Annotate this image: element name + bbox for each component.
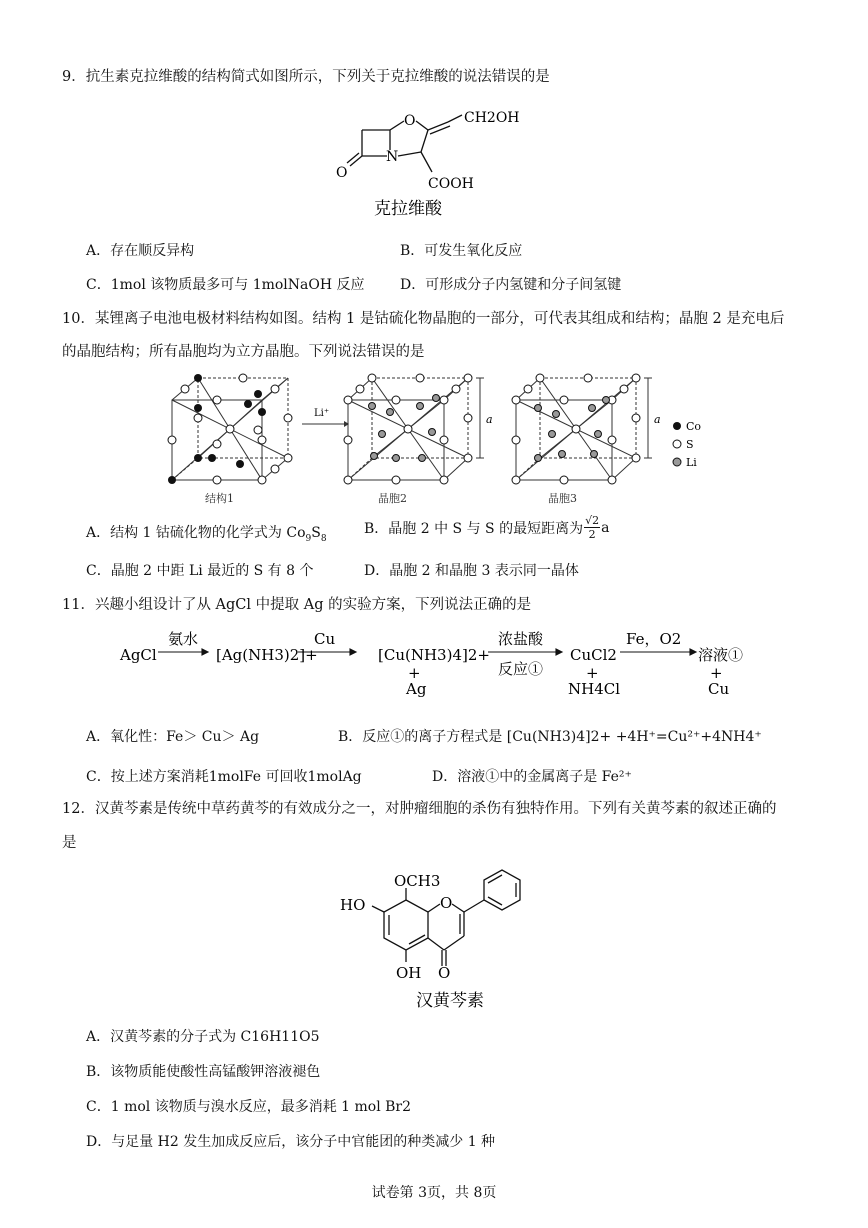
q9-atom-o-ring: O bbox=[404, 113, 416, 129]
q12-atom-o-ring: O bbox=[440, 894, 453, 912]
q9-group-cooh: COOH bbox=[428, 176, 474, 192]
q10-cell-2 bbox=[340, 372, 500, 490]
q9-option-a: A．存在顺反异构 bbox=[86, 243, 195, 259]
q11-reagent-hcl: 浓盐酸 bbox=[498, 630, 544, 648]
q11-option-b: B．反应①的离子方程式是 [Cu(NH3)4]2+ +4H⁺=Cu²⁺+4NH4⁺ bbox=[338, 729, 762, 745]
q11-solution-1: 溶液① bbox=[698, 646, 744, 664]
q10-label-cell-3: 晶胞3 bbox=[548, 492, 577, 505]
q11-reagent-fe-o2: Fe，O2 bbox=[626, 630, 682, 648]
q10-arrow-label: Li⁺ bbox=[314, 408, 330, 419]
q12-stem-line1: 12．汉黄芩素是传统中草药黄芩的有效成分之一，对肿瘤细胞的杀伤有独特作用。下列有关黄芩素的叙述正确的 bbox=[62, 801, 777, 817]
q9-stem: 9．抗生素克拉维酸的结构简式如图所示，下列关于克拉维酸的说法错误的是 bbox=[62, 69, 550, 85]
q12-option-b: B．该物质能使酸性高锰酸钾溶液褪色 bbox=[86, 1064, 321, 1080]
q11-plus-3: + bbox=[710, 664, 723, 682]
q11-reaction-1-label: 反应① bbox=[498, 660, 544, 678]
q9-option-b: B．可发生氧化反应 bbox=[400, 243, 523, 259]
q11-plus-2: + bbox=[586, 664, 599, 682]
q10-stem-line2: 的晶胞结构；所有晶胞均为立方晶胞。下列说法错误的是 bbox=[62, 344, 425, 360]
q10-option-d: D．晶胞 2 和晶胞 3 表示同一晶体 bbox=[364, 563, 579, 579]
q9-atom-o-keto: O bbox=[336, 165, 348, 181]
page-footer: 试卷第 3页，共 8页 bbox=[371, 1185, 497, 1201]
q9-structure bbox=[330, 100, 540, 225]
q11-stem: 11．兴趣小组设计了从 AgCl 中提取 Ag 的实验方案，下列说法正确的是 bbox=[62, 597, 532, 613]
q12-group-oh: OH bbox=[396, 964, 422, 982]
q11-complex-ag: [Ag(NH3)2]+ bbox=[216, 646, 318, 664]
q12-group-och3: OCH3 bbox=[394, 872, 441, 890]
q12-option-c: C．1 mol 该物质与溴水反应，最多消耗 1 mol Br2 bbox=[86, 1099, 412, 1115]
legend-s: S bbox=[686, 438, 694, 451]
q11-cucl2: CuCl2 bbox=[570, 646, 617, 664]
q11-ag: Ag bbox=[406, 680, 427, 698]
q9-atom-n: N bbox=[386, 149, 399, 165]
q11-cu: Cu bbox=[708, 680, 730, 698]
q10-stem-line1: 10．某锂离子电池电极材料结构如图。结构 1 是钴硫化物晶胞的一部分，可代表其组成和结构；晶胞 2 是充电后 bbox=[62, 311, 785, 327]
q9-group-ch2oh: CH2OH bbox=[464, 110, 520, 126]
q10-option-a: A．结构 1 钴硫化物的化学式为 $Co_9S_8$ bbox=[86, 525, 327, 544]
q10-label-structure-1: 结构1 bbox=[205, 492, 234, 505]
q12-option-d: D．与足量 H2 发生加成反应后，该分子中官能团的种类减少 1 种 bbox=[86, 1134, 496, 1150]
q11-reagent-cu: Cu bbox=[314, 630, 336, 648]
q11-option-c: C．按上述方案消耗1molFe 可回收1molAg bbox=[86, 769, 362, 785]
q10-structure-1 bbox=[160, 372, 308, 490]
q10-edge-a-cell3: a bbox=[654, 413, 661, 426]
legend-li: Li bbox=[686, 456, 697, 469]
q11-plus-1: + bbox=[408, 664, 421, 682]
q11-complex-cu: [Cu(NH3)4]2+ bbox=[378, 646, 490, 664]
q11-option-a: A．氧化性：Fe＞ Cu＞ Ag bbox=[86, 729, 260, 745]
q11-nh4cl: NH4Cl bbox=[568, 680, 621, 698]
q11-reagent-ammonia: 氨水 bbox=[168, 630, 199, 648]
q9-option-c: C．1mol 该物质最多可与 1molNaOH 反应 bbox=[86, 277, 365, 293]
q10-cell-3 bbox=[508, 372, 668, 490]
q12-atom-o-keto: O bbox=[438, 964, 451, 982]
legend-co: Co bbox=[686, 420, 702, 433]
q12-caption: 汉黄芩素 bbox=[416, 991, 484, 1011]
q10-legend bbox=[670, 418, 730, 474]
q12-stem-line2: 是 bbox=[62, 835, 77, 851]
q12-structure bbox=[336, 866, 546, 1016]
q9-option-d: D．可形成分子内氢键和分子间氢键 bbox=[400, 277, 622, 293]
q12-group-ho: HO bbox=[340, 896, 366, 914]
q10-label-cell-2: 晶胞2 bbox=[378, 492, 407, 505]
q11-scheme bbox=[110, 624, 770, 700]
q9-caption: 克拉维酸 bbox=[374, 199, 442, 219]
fraction: √2 2 bbox=[585, 514, 600, 541]
q11-agcl: AgCl bbox=[120, 646, 157, 664]
q10-option-b: B．晶胞 2 中 S 与 S 的最短距离为 √2 2 a bbox=[364, 514, 610, 541]
q11-option-d: D．溶液①中的金属离子是 Fe²⁺ bbox=[432, 769, 632, 785]
q10-option-c: C．晶胞 2 中距 Li 最近的 S 有 8 个 bbox=[86, 563, 314, 579]
q10-edge-a-cell2: a bbox=[486, 413, 493, 426]
q12-option-a: A．汉黄芩素的分子式为 C16H11O5 bbox=[86, 1029, 320, 1045]
